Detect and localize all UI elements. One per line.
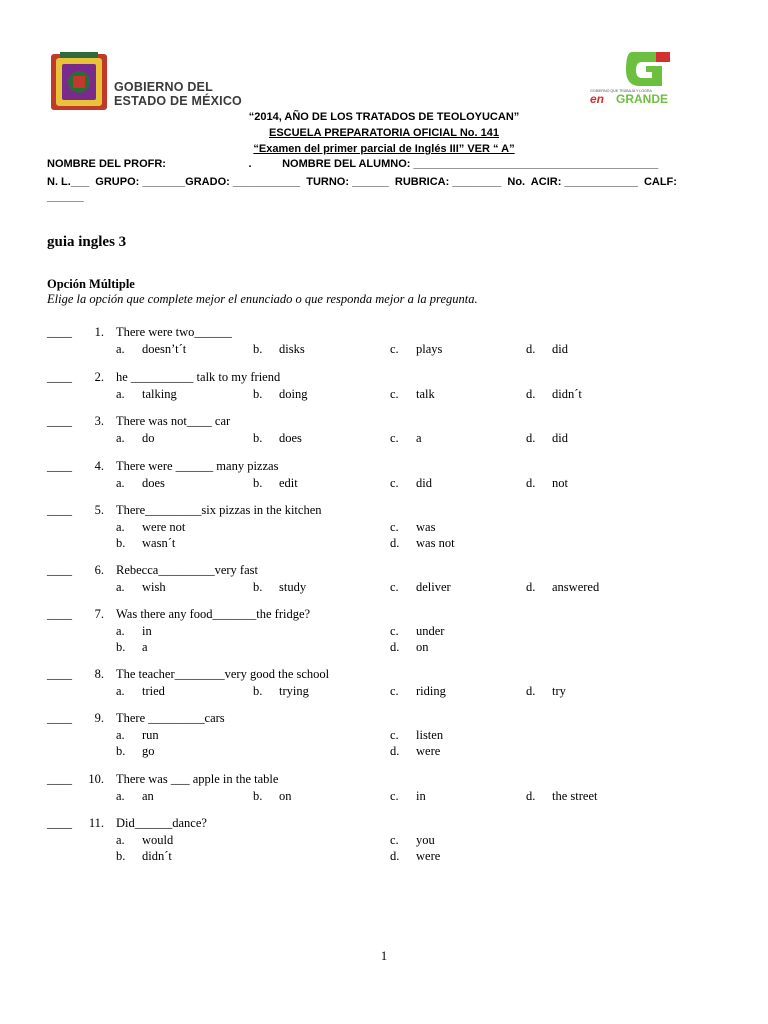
question-item [0,563,768,613]
answer-blank[interactable]: ____ [47,503,72,517]
engrande-logo [586,48,692,106]
question-number: 2. [94,370,104,384]
option-letter: c. [390,727,399,742]
question-stem: Rebecca_________very fast [116,563,258,577]
option-text: study [279,579,307,594]
section-title: Opción Múltiple [47,277,135,291]
option-text: did [552,341,568,356]
answer-blank[interactable]: ____ [47,563,72,577]
option-letter: a. [116,727,125,742]
option-letter: d. [390,536,400,550]
option-text: the street [552,788,598,803]
option-letter: a. [116,475,125,490]
question-stem: There_________six pizzas in the kitchen [116,503,322,517]
question-item [0,325,768,375]
option-text: were [416,849,441,863]
option-letter: d. [526,430,536,445]
option-text: deliver [416,579,451,594]
question-stem: The teacher________very good the school [116,667,330,681]
option-letter: b. [116,536,126,550]
option-text: were not [142,519,186,534]
option-text: on [416,640,429,654]
question-item [0,667,768,717]
option-text: a [142,640,148,654]
option-letter: a. [116,519,125,534]
option-text: did [552,430,568,445]
engrande-grande-text: GRANDE [616,92,669,106]
option-letter: c. [390,341,399,356]
option-letter: d. [526,579,536,594]
option-letter: b. [253,579,263,594]
gov-name-line1: GOBIERNO DEL [114,80,213,94]
option-letter: d. [390,849,400,863]
question-number: 5. [94,503,104,517]
option-letter: a. [116,788,125,803]
option-text: do [142,430,155,445]
engrande-en-text: en [590,92,605,106]
option-text: under [416,623,445,638]
option-letter: a. [116,430,125,445]
option-letter: b. [116,849,126,863]
option-letter: c. [390,430,399,445]
question-number: 8. [94,667,104,681]
option-text: did [416,475,432,490]
option-text: does [142,475,165,490]
question-stem: There were ______ many pizzas [116,459,279,473]
question-number: 7. [94,607,104,621]
option-letter: d. [526,386,536,401]
option-letter: a. [116,579,125,594]
option-letter: b. [253,788,263,803]
option-text: talking [142,386,177,401]
question-item [0,816,768,866]
exam-title: “Examen del primer parcial de Inglés III” VER “ A” [253,143,515,155]
teacher-student-row: NOMBRE DEL PROFR: . NOMBRE DEL ALUMNO: ________________________________________ [47,158,659,170]
option-letter: a. [116,832,125,847]
option-text: disks [279,341,305,356]
answer-blank[interactable]: ____ [47,607,72,621]
option-text: was [416,519,436,534]
answer-blank[interactable]: ____ [47,459,72,473]
guide-title: guia ingles 3 [47,234,127,250]
option-letter: d. [526,475,536,490]
option-text: were [416,744,441,758]
option-text: run [142,727,159,742]
question-number: 4. [94,459,104,473]
question-item [0,772,768,822]
option-letter: d. [526,341,536,356]
option-text: wish [142,579,166,594]
question-number: 10. [88,772,104,786]
option-text: was not [416,536,455,550]
option-letter: b. [116,744,126,758]
answer-blank[interactable]: ____ [47,325,72,339]
question-item [0,459,768,509]
option-text: not [552,475,568,490]
option-text: doesn’t´t [142,341,187,356]
question-stem: There was ___ apple in the table [116,772,279,786]
option-text: riding [416,683,446,698]
option-text: on [279,788,292,803]
option-letter: a. [116,341,125,356]
option-letter: d. [526,683,536,698]
gov-name-line2: ESTADO DE MÉXICO [114,94,242,108]
answer-blank[interactable]: ____ [47,772,72,786]
question-stem: Was there any food_______the fridge? [116,607,311,621]
option-letter: c. [390,386,399,401]
option-text: would [142,832,174,847]
option-letter: b. [253,683,263,698]
question-item [0,711,768,761]
question-item [0,370,768,420]
answer-blank[interactable]: ____ [47,370,72,384]
option-text: does [279,430,302,445]
option-letter: d. [390,640,400,654]
option-text: didn´t [142,849,172,863]
option-letter: a. [116,386,125,401]
option-letter: b. [116,640,126,654]
question-item [0,503,768,553]
school-name: ESCUELA PREPARATORIA OFICIAL No. 141 [268,127,499,139]
option-letter: c. [390,579,399,594]
option-letter: a. [116,683,125,698]
estado-de-mexico-logo [48,52,268,112]
grade-blank: ______ [47,191,84,203]
option-text: plays [416,341,443,356]
option-text: in [142,623,152,638]
engrande-small-text: GOBIERNO QUE TRABAJA Y LOGRA [590,89,652,93]
answer-blank[interactable]: ____ [47,667,72,681]
g-logo-icon [586,48,692,106]
question-stem: There _________cars [116,711,225,725]
option-text: an [142,788,154,803]
answer-blank[interactable]: ____ [47,414,72,428]
option-letter: a. [116,623,125,638]
question-number: 11. [88,816,104,830]
option-letter: c. [390,683,399,698]
option-letter: c. [390,623,399,638]
option-letter: c. [390,475,399,490]
option-letter: b. [253,475,263,490]
question-number: 6. [94,563,104,577]
answer-blank[interactable]: ____ [47,711,72,725]
option-text: doing [279,386,308,401]
option-text: talk [416,386,435,401]
option-letter: b. [253,386,263,401]
question-number: 9. [94,711,104,725]
option-letter: d. [390,744,400,758]
answer-blank[interactable]: ____ [47,816,72,830]
year-motto: “2014, AÑO DE LOS TRATADOS DE TEOLOYUCAN” [248,111,520,123]
option-text: wasn´t [142,536,176,550]
option-text: in [416,788,426,803]
option-text: didn´t [552,386,582,401]
option-text: edit [279,475,298,490]
option-letter: c. [390,832,399,847]
option-letter: b. [253,430,263,445]
option-text: try [552,683,566,698]
option-text: you [416,832,435,847]
question-stem: There were two______ [116,325,232,339]
student-info-row: N. L.___ GRUPO: _______GRADO: ___________ TURNO: ______ RUBRICA: ________ No. ACIR: ____________ CALF: [47,176,677,188]
page-number: 1 [380,949,388,963]
option-text: a [416,430,422,445]
option-text: tried [142,683,165,698]
coat-of-arms-icon [48,52,110,112]
option-letter: c. [390,788,399,803]
question-number: 1. [94,325,104,339]
question-item [0,414,768,464]
question-stem: he __________ talk to my friend [116,370,281,384]
option-text: listen [416,727,444,742]
option-letter: c. [390,519,399,534]
option-text: answered [552,579,600,594]
option-text: trying [279,683,309,698]
option-text: go [142,744,155,758]
option-letter: b. [253,341,263,356]
question-stem: There was not____ car [116,414,231,428]
question-number: 3. [94,414,104,428]
section-instructions: Elige la opción que complete mejor el enunciado o que responda mejor a la pregunta. [47,292,478,306]
question-item [0,607,768,657]
option-letter: d. [526,788,536,803]
question-stem: Did______dance? [116,816,207,830]
